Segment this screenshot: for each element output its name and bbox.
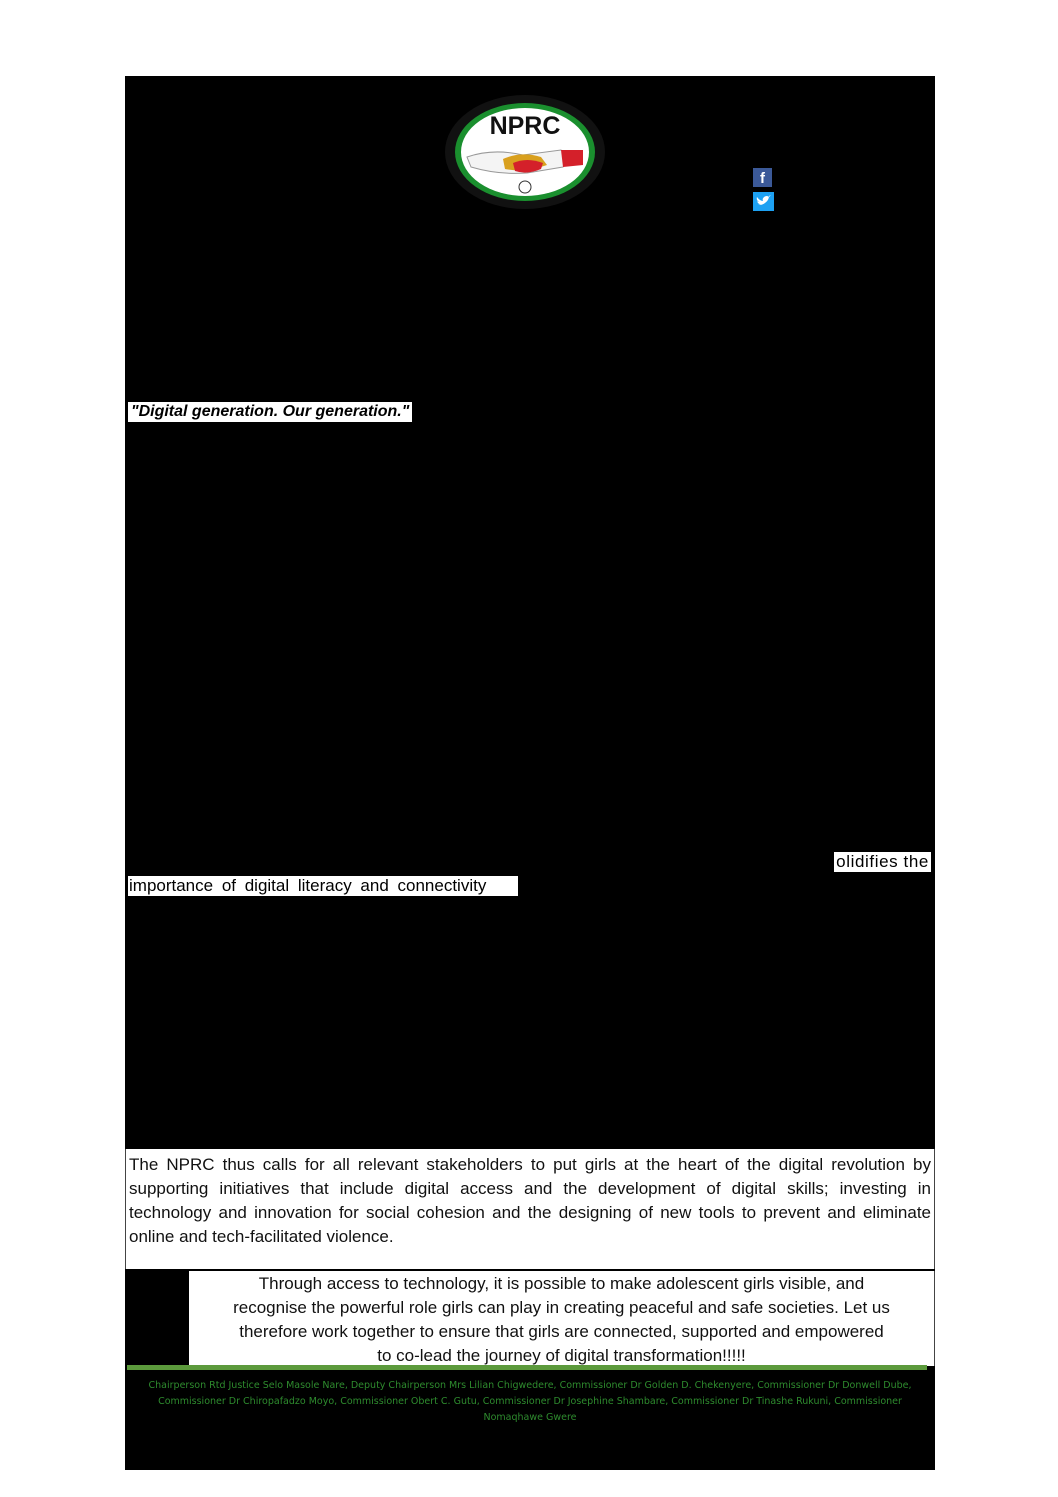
facebook-icon[interactable]: f (753, 168, 772, 187)
twitter-link[interactable] (753, 190, 774, 212)
closing-statement (189, 1271, 935, 1366)
closing-line: to co-lead the journey of digital transformation!!!!! (377, 1346, 746, 1365)
text-fragment: olidifies the (836, 852, 929, 871)
footer-divider (127, 1365, 927, 1370)
call-to-action-paragraph (125, 1149, 935, 1269)
logo-text: NPRC (489, 112, 561, 140)
facebook-link[interactable] (753, 166, 774, 188)
theme-quote: "Digital generation. Our generation." (128, 402, 412, 422)
closing-line: recognise the powerful role girls can play in creating peaceful and safe societies. Let us (233, 1298, 890, 1317)
closing-line: therefore work together to ensure that girls are connected, supported and empowered (239, 1322, 884, 1341)
closing-line: Through access to technology, it is possible to make adolescent girls visible, and (258, 1274, 865, 1293)
document-page (125, 76, 935, 1470)
social-links (753, 166, 774, 214)
text-fragment: importance of digital literacy and connectivity (128, 876, 518, 896)
paragraph-text: The NPRC thus calls for all relevant stakeholders to put girls at the heart of the digital revolution by supporting initiatives that include digital access and the development of digital skills; investing in technology and innovation for social cohesion and the designing of new tools to prevent and eliminate online and tech-facilitated violence. (129, 1155, 931, 1246)
commissioners-footer: Chairperson Rtd Justice Selo Masole Nare, Deputy Chairperson Mrs Lilian Chigwedere, Commissioner Dr Golden D. Chekenyere, Commissioner Dr Donwell Dube, Commissioner Dr Chiropafadzo Moyo, Commissioner Obert C. Gutu, Commissioner Dr Josephine Shambare, Commissioner Dr Tinashe Rukuni, Commissioner Nomaqhawe Gwere (148, 1380, 912, 1423)
nprc-logo (443, 93, 607, 211)
twitter-icon[interactable] (753, 192, 774, 211)
